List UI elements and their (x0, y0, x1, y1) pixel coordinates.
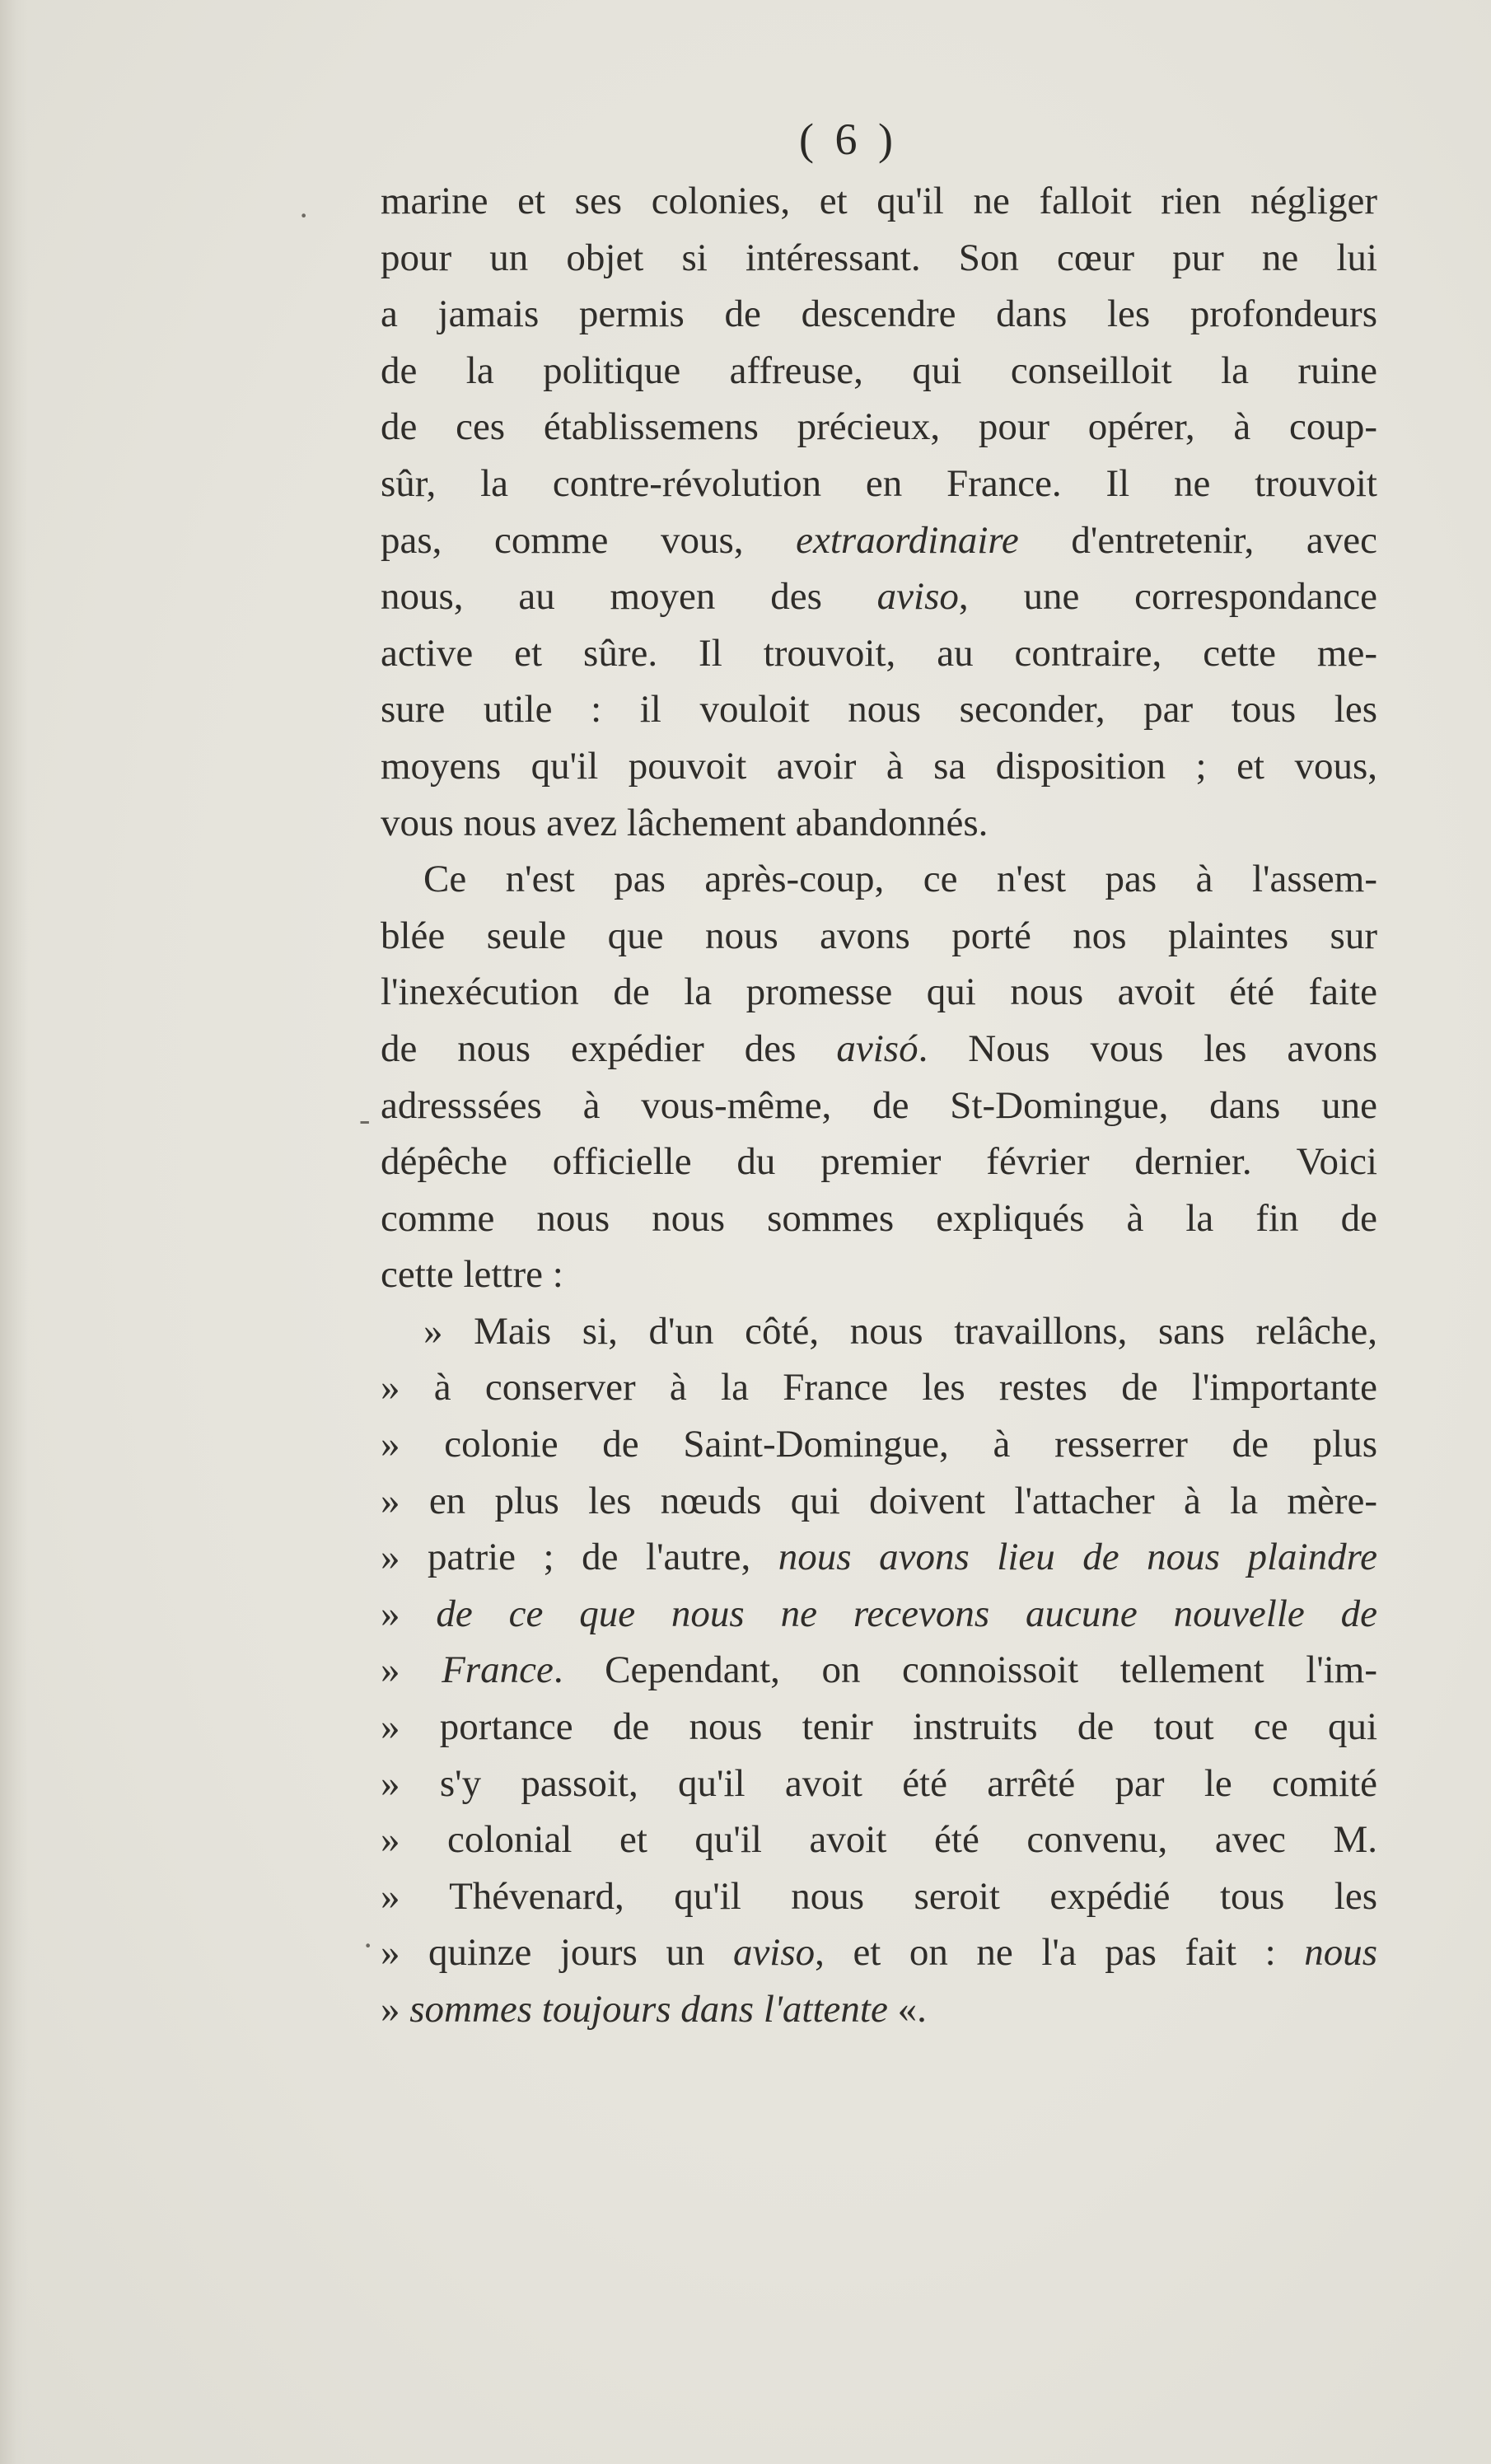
italic-text-run: aviso (732, 1931, 816, 1975)
text-line (381, 795, 1377, 852)
body-text (381, 173, 1377, 2038)
text-run: d'entretenir, avec (1018, 518, 1377, 562)
text-run: » (381, 1988, 410, 2031)
italic-text-run: avisó (836, 1026, 918, 1070)
text-run: l'inexécution de la promesse qui nous avoit été faite (381, 970, 1377, 1014)
text-line (381, 399, 1377, 456)
text-run: pas, comme vous, (381, 518, 797, 562)
text-line (381, 908, 1377, 965)
text-line (381, 1246, 1377, 1303)
italic-text-run: de ce que nous ne recevons aucune nouvelle de (436, 1592, 1378, 1635)
text-run: » (381, 1648, 442, 1692)
text-run: vous nous avez lâchement abandonnés. (381, 801, 989, 844)
italic-text-run: nous avons lieu de nous plaindre (778, 1536, 1377, 1579)
text-run: a jamais permis de descendre dans les profondeurs (381, 292, 1377, 336)
text-run: «. (887, 1988, 927, 2031)
text-run: adresssées à vous-même, de St-Domingue, dans une (381, 1083, 1377, 1127)
text-line (381, 738, 1377, 795)
text-run: » patrie ; de l'autre, (381, 1536, 778, 1579)
text-run: . Nous vous les avons (918, 1026, 1377, 1070)
text-line (381, 1416, 1377, 1473)
text-line (381, 1134, 1377, 1190)
text-run: » portance de nous tenir instruits de tout ce qui (381, 1705, 1377, 1749)
text-line (381, 1529, 1377, 1586)
margin-dash: - (359, 1101, 371, 1138)
text-run: » Mais si, d'un côté, nous travaillons, sans relâche, (423, 1309, 1377, 1353)
text-line (381, 568, 1377, 625)
italic-text-run: extraordinaire (796, 518, 1019, 562)
text-run: » colonial et qu'il avoit été convenu, avec M. (381, 1818, 1377, 1862)
text-run: » s'y passoit, qu'il avoit été arrêté par le comité (381, 1761, 1377, 1805)
italic-text-run: nous (1304, 1931, 1377, 1975)
text-run: de nous expédier des (381, 1026, 837, 1070)
text-line (381, 1642, 1377, 1699)
text-line (381, 681, 1377, 738)
text-line (381, 1303, 1377, 1360)
text-line (381, 1812, 1377, 1868)
text-run: » colonie de Saint-Domingue, à resserrer de plus (381, 1423, 1377, 1466)
text-line (381, 1586, 1377, 1643)
text-run: cette lettre : (381, 1253, 563, 1297)
text-line (381, 625, 1377, 682)
text-run: , et on ne l'a pas fait : (815, 1931, 1305, 1975)
text-line (381, 1473, 1377, 1530)
text-run: moyens qu'il pouvoit avoir à sa disposition ; et vous, (381, 744, 1377, 788)
text-run: de la politique affreuse, qui conseilloit la ruine (381, 348, 1377, 392)
text-run: » (381, 1592, 437, 1635)
text-line (381, 964, 1377, 1021)
text-line (381, 512, 1377, 569)
text-run: » à conserver à la France les restes de l'importante (381, 1366, 1377, 1410)
text-run: , une correspondance (958, 575, 1377, 619)
page-number: ( 6 ) (799, 115, 898, 164)
text-run: nous, au moyen des (381, 575, 877, 619)
text-line (381, 1078, 1377, 1134)
text-run: marine et ses colonies, et qu'il ne falloit rien négliger (381, 180, 1377, 222)
italic-text-run: France (442, 1648, 554, 1692)
text-line (381, 343, 1377, 400)
text-run: Ce n'est pas après-coup, ce n'est pas à l'assem- (423, 858, 1377, 901)
text-run: sûr, la contre-révolution en France. Il ne trouvoit (381, 461, 1377, 505)
italic-text-run: aviso (876, 575, 959, 619)
text-line (381, 230, 1377, 287)
margin-dot: · (298, 197, 310, 234)
text-line (381, 286, 1377, 343)
text-run: dépêche officielle du premier février dernier. Voici (381, 1140, 1377, 1184)
text-run: » quinze jours un (381, 1931, 733, 1975)
margin-dot: · (362, 1927, 374, 1964)
text-run: blée seule que nous avons porté nos plaintes sur (381, 914, 1377, 957)
italic-text-run: sommes toujours dans l'attente (409, 1988, 888, 2031)
text-run: . Cependant, on connoissoit tellement l'im- (553, 1648, 1378, 1692)
text-run: comme nous nous sommes expliqués à la fin de (381, 1196, 1377, 1240)
text-line (381, 173, 1377, 230)
text-run: sure utile : il vouloit nous seconder, par tous les (381, 688, 1377, 732)
text-line (381, 1359, 1377, 1416)
text-line (381, 851, 1377, 908)
text-line (381, 1868, 1377, 1925)
text-run: » Thévenard, qu'il nous seroit expédié tous les (381, 1874, 1377, 1918)
text-line (381, 1981, 1377, 2038)
text-run: » en plus les nœuds qui doivent l'attacher à la mère- (381, 1479, 1377, 1522)
text-run: active et sûre. Il trouvoit, au contraire, cette me- (381, 631, 1377, 675)
text-run: de ces établissemens précieux, pour opérer, à coup- (381, 405, 1377, 449)
text-line (381, 1924, 1377, 1981)
text-line (381, 1021, 1377, 1078)
text-line (381, 1699, 1377, 1756)
text-line (381, 1190, 1377, 1247)
text-line (381, 456, 1377, 512)
text-line (381, 1756, 1377, 1812)
page-gutter-shadow (0, 0, 28, 2464)
text-run: pour un objet si intéressant. Son cœur pur ne lui (381, 236, 1377, 279)
